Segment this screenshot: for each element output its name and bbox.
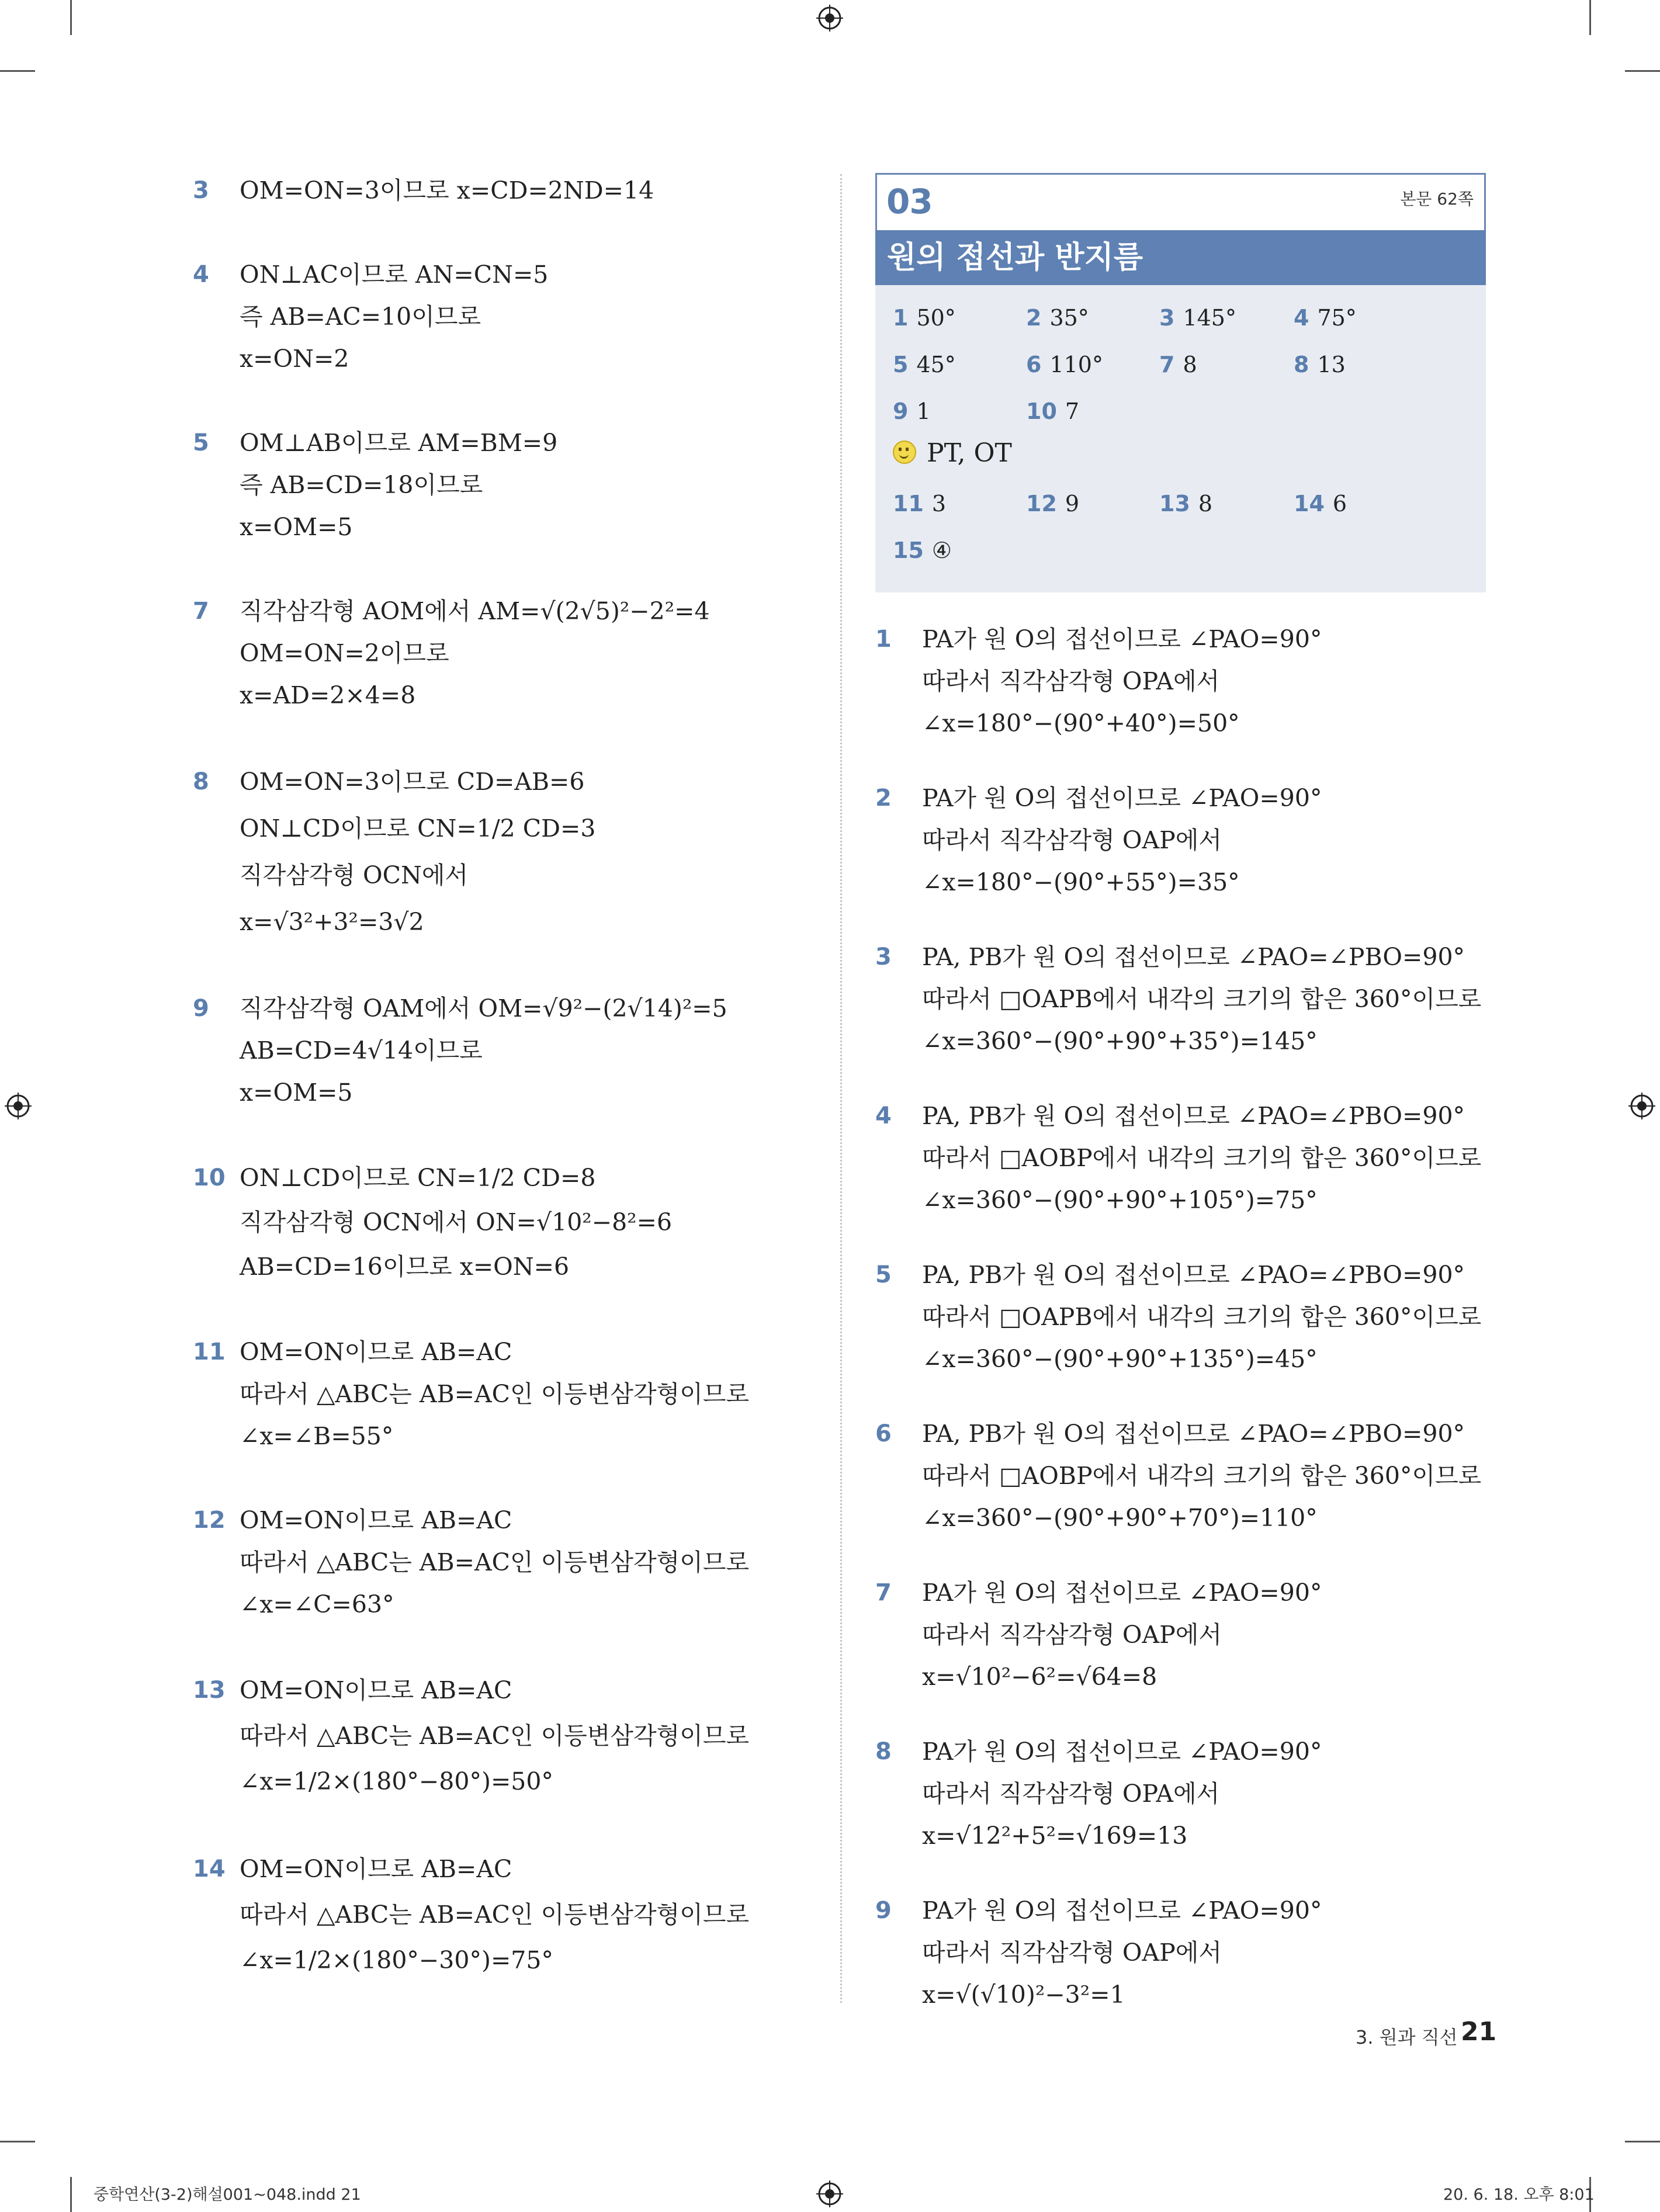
column-divider — [840, 174, 842, 2003]
solution-line: ∠x=1/2×(180°−80°)=50° — [240, 1767, 553, 1795]
answer-value: 3 — [931, 491, 947, 516]
crop-mark — [0, 70, 35, 72]
solution-line: PA, PB가 원 O의 접선이므로 ∠PAO=∠PBO=90° — [922, 1102, 1465, 1130]
answer-value: 110° — [1049, 352, 1103, 377]
solution-item — [875, 618, 1486, 744]
answer-row — [893, 301, 1486, 348]
answer-value: 75° — [1317, 305, 1357, 331]
answer-cell — [1159, 301, 1236, 334]
answer-row — [893, 395, 1486, 437]
solution-item — [875, 1731, 1486, 1857]
solution-line: ∠x=∠B=55° — [240, 1422, 394, 1450]
solution-line: 따라서 △ABC는 AB=AC인 이등변삼각형이므로 — [240, 1722, 750, 1750]
solution-line: OM=ON이므로 AB=AC — [240, 1338, 512, 1366]
answer-value: 145° — [1183, 305, 1236, 331]
solution-line: OM=ON=2이므로 — [240, 639, 449, 667]
solution-line: PA, PB가 원 O의 접선이므로 ∠PAO=∠PBO=90° — [922, 1420, 1465, 1448]
crop-mark — [1589, 0, 1591, 35]
answer-number: 15 — [893, 538, 924, 563]
solution-line: 따라서 □AOBP에서 내각의 크기의 합은 360°이므로 — [922, 1462, 1482, 1490]
answer-row — [893, 437, 1486, 487]
solution-number: 1 — [875, 626, 892, 653]
answer-cell — [1026, 487, 1079, 520]
solution-line: 따라서 직각삼각형 OAP에서 — [922, 826, 1222, 854]
solution-item — [193, 590, 824, 716]
answer-value: 13 — [1317, 352, 1346, 377]
solution-item — [193, 1156, 824, 1289]
solution-line: ON⊥AC이므로 AN=CN=5 — [240, 261, 549, 289]
crop-mark — [0, 2141, 35, 2142]
solution-item — [193, 1499, 824, 1625]
solution-number: 9 — [875, 1897, 892, 1924]
answer-cell — [1159, 487, 1212, 520]
solution-line: 따라서 직각삼각형 OPA에서 — [922, 667, 1220, 695]
right-solutions-column — [875, 173, 1486, 2016]
answer-number: 11 — [893, 491, 924, 516]
solution-number: 5 — [875, 1261, 892, 1288]
solution-line: ∠x=∠C=63° — [240, 1590, 394, 1618]
solution-line: PA가 원 O의 접선이므로 ∠PAO=90° — [922, 1579, 1322, 1607]
solution-line: PA가 원 O의 접선이므로 ∠PAO=90° — [922, 625, 1322, 653]
solution-line: 따라서 △ABC는 AB=AC인 이등변삼각형이므로 — [240, 1901, 750, 1929]
answer-grid — [875, 285, 1486, 592]
solution-line: 따라서 □OAPB에서 내각의 크기의 합은 360°이므로 — [922, 1303, 1482, 1331]
answer-number: 2 — [1026, 305, 1042, 331]
file-slug: 중학연산(3-2)해설001~048.indd 21 — [93, 2186, 361, 2204]
crop-mark — [1625, 2141, 1660, 2142]
answer-cell — [893, 534, 952, 567]
solution-line: PA, PB가 원 O의 접선이므로 ∠PAO=∠PBO=90° — [922, 1261, 1465, 1289]
solution-line: x=√12²+5²=√169=13 — [922, 1822, 1188, 1850]
solution-line: 따라서 직각삼각형 OAP에서 — [922, 1621, 1222, 1649]
registration-mark-icon — [5, 1093, 32, 1119]
answer-cell — [1026, 348, 1103, 381]
solution-line: x=√10²−6²=√64=8 — [922, 1663, 1158, 1691]
solution-line: AB=CD=4√14이므로 — [240, 1036, 483, 1065]
answer-cell — [1026, 395, 1079, 428]
answer-number: 14 — [1294, 491, 1325, 516]
solution-item — [875, 1095, 1486, 1221]
solution-line: PA, PB가 원 O의 접선이므로 ∠PAO=∠PBO=90° — [922, 943, 1465, 971]
answer-number: 12 — [1026, 491, 1057, 516]
solution-number: 8 — [193, 768, 209, 795]
registration-mark-icon — [1628, 1093, 1655, 1119]
answer-number: 1 — [893, 305, 909, 331]
answer-number: 9 — [893, 398, 909, 424]
answer-value: 8 — [1183, 352, 1197, 377]
page-number: 21 — [1461, 2017, 1497, 2047]
solution-line: x=OM=5 — [240, 1079, 353, 1107]
solution-line: OM=ON=3이므로 x=CD=2ND=14 — [240, 176, 654, 204]
solution-item — [875, 1254, 1486, 1380]
solution-number: 11 — [193, 1339, 226, 1365]
answer-value: 45° — [916, 352, 956, 377]
answer-value: ④ — [931, 538, 952, 563]
bonus-answer-cell — [893, 437, 1012, 470]
solution-line: 즉 AB=CD=18이므로 — [240, 471, 483, 499]
answer-number: 5 — [893, 352, 909, 377]
solution-number: 13 — [193, 1677, 226, 1704]
answer-cell — [1026, 301, 1089, 334]
answer-value: PT, OT — [927, 438, 1012, 468]
solution-item — [875, 1572, 1486, 1698]
solution-line: ∠x=360°−(90°+90°+35°)=145° — [922, 1027, 1318, 1055]
solution-line: PA가 원 O의 접선이므로 ∠PAO=90° — [922, 784, 1322, 812]
answer-cell — [893, 301, 956, 334]
solution-line: 따라서 직각삼각형 OPA에서 — [922, 1780, 1220, 1808]
chapter-label: 3. 원과 직선 — [1356, 2026, 1458, 2048]
solution-number: 5 — [193, 429, 209, 456]
crop-mark — [70, 2177, 72, 2212]
section-title: 원의 접선과 반지름 — [875, 230, 1486, 285]
solution-line: ∠x=360°−(90°+90°+105°)=75° — [922, 1186, 1318, 1214]
answer-number: 13 — [1159, 491, 1190, 516]
solution-line: ON⊥CD이므로 CN=1/2 CD=3 — [240, 814, 596, 842]
solution-number: 7 — [193, 598, 209, 625]
solution-line: x=AD=2×4=8 — [240, 681, 416, 709]
answer-cell — [1294, 348, 1346, 381]
solution-line: 따라서 직각삼각형 OAP에서 — [922, 1939, 1222, 1967]
solution-line: OM=ON=3이므로 CD=AB=6 — [240, 768, 585, 796]
solution-line: ∠x=360°−(90°+90°+70°)=110° — [922, 1504, 1318, 1532]
solution-item — [193, 758, 824, 945]
solution-line: x=ON=2 — [240, 345, 349, 373]
answer-value: 7 — [1065, 398, 1080, 424]
solution-line: x=OM=5 — [240, 513, 353, 541]
answer-row — [893, 348, 1486, 395]
solution-line: ∠x=180°−(90°+55°)=35° — [922, 868, 1240, 896]
section-number: 03 — [886, 182, 933, 221]
answer-number: 10 — [1026, 398, 1057, 424]
answer-number: 6 — [1026, 352, 1042, 377]
solution-line: 즉 AB=AC=10이므로 — [240, 303, 481, 331]
answer-box-header — [875, 173, 1486, 230]
answer-number: 8 — [1294, 352, 1309, 377]
solution-number: 8 — [875, 1738, 892, 1765]
solution-line: 따라서 △ABC는 AB=AC인 이등변삼각형이므로 — [240, 1548, 750, 1576]
solution-line: AB=CD=16이므로 x=ON=6 — [240, 1253, 570, 1281]
solution-line: PA가 원 O의 접선이므로 ∠PAO=90° — [922, 1738, 1322, 1766]
solution-item — [875, 1889, 1486, 2016]
page-reference: 본문 62쪽 — [1400, 189, 1474, 209]
answer-row — [893, 534, 1486, 581]
solution-number: 6 — [875, 1420, 892, 1447]
solution-line: ∠x=180°−(90°+40°)=50° — [922, 709, 1240, 737]
solution-line: OM⊥AB이므로 AM=BM=9 — [240, 429, 558, 457]
solution-item — [193, 169, 824, 212]
solution-line: ∠x=1/2×(180°−30°)=75° — [240, 1946, 553, 1974]
solution-line: 직각삼각형 OCN에서 — [240, 861, 469, 889]
solution-line: OM=ON이므로 AB=AC — [240, 1506, 512, 1534]
answer-value: 35° — [1049, 305, 1089, 331]
solution-item — [193, 987, 824, 1114]
solution-number: 3 — [193, 177, 209, 204]
smiley-icon — [893, 441, 916, 464]
registration-mark-icon — [816, 2180, 843, 2207]
solution-number: 7 — [875, 1579, 892, 1606]
crop-mark — [1625, 70, 1660, 72]
answer-cell — [1159, 348, 1197, 381]
solution-line: x=√3²+3²=3√2 — [240, 908, 424, 936]
date-slug: 20. 6. 18. 오후 8:01 — [1443, 2186, 1595, 2204]
solution-number: 4 — [193, 261, 209, 288]
answer-value: 8 — [1198, 491, 1213, 516]
solution-item — [193, 422, 824, 548]
solution-line: 따라서 □AOBP에서 내각의 크기의 합은 360°이므로 — [922, 1144, 1482, 1172]
solution-line: 따라서 □OAPB에서 내각의 크기의 합은 360°이므로 — [922, 985, 1482, 1013]
solution-item — [193, 1846, 824, 1983]
solution-line: ON⊥CD이므로 CN=1/2 CD=8 — [240, 1164, 596, 1192]
solution-number: 10 — [193, 1164, 226, 1191]
solution-line: 직각삼각형 OAM에서 OM=√9²−(2√14)²=5 — [240, 994, 727, 1022]
solution-number: 3 — [875, 944, 892, 970]
answer-number: 4 — [1294, 305, 1309, 331]
left-solutions-column — [193, 169, 824, 1983]
solution-number: 14 — [193, 1856, 226, 1882]
answer-value: 1 — [916, 398, 931, 424]
solution-number: 9 — [193, 995, 209, 1022]
solution-number: 2 — [875, 785, 892, 812]
answer-cell — [893, 348, 956, 381]
solution-item — [193, 1667, 824, 1804]
solution-line: ∠x=360°−(90°+90°+135°)=45° — [922, 1345, 1318, 1373]
solution-line: PA가 원 O의 접선이므로 ∠PAO=90° — [922, 1897, 1322, 1925]
solution-item — [875, 1413, 1486, 1539]
solution-line: OM=ON이므로 AB=AC — [240, 1676, 512, 1704]
solution-item — [193, 1331, 824, 1457]
solution-line: OM=ON이므로 AB=AC — [240, 1855, 512, 1883]
solution-item — [193, 254, 824, 380]
solution-line: 따라서 △ABC는 AB=AC인 이등변삼각형이므로 — [240, 1380, 750, 1408]
answer-value: 50° — [916, 305, 956, 331]
solution-item — [875, 777, 1486, 903]
answer-value: 9 — [1065, 491, 1080, 516]
answer-cell — [1294, 487, 1347, 520]
answer-number: 7 — [1159, 352, 1175, 377]
answer-cell — [893, 395, 931, 428]
answer-number: 3 — [1159, 305, 1175, 331]
registration-mark-icon — [816, 5, 843, 32]
solution-line: x=√(√10)²−3²=1 — [922, 1981, 1125, 2009]
answer-box — [875, 173, 1486, 592]
solution-line: 직각삼각형 AOM에서 AM=√(2√5)²−2²=4 — [240, 597, 710, 625]
solution-line: 직각삼각형 OCN에서 ON=√10²−8²=6 — [240, 1208, 673, 1236]
answer-cell — [893, 487, 946, 520]
answer-value: 6 — [1332, 491, 1347, 516]
solution-number: 4 — [875, 1102, 892, 1129]
answer-cell — [1294, 301, 1357, 334]
solution-number: 12 — [193, 1507, 226, 1534]
answer-row — [893, 487, 1486, 534]
solution-item — [875, 936, 1486, 1062]
crop-mark — [70, 0, 72, 35]
